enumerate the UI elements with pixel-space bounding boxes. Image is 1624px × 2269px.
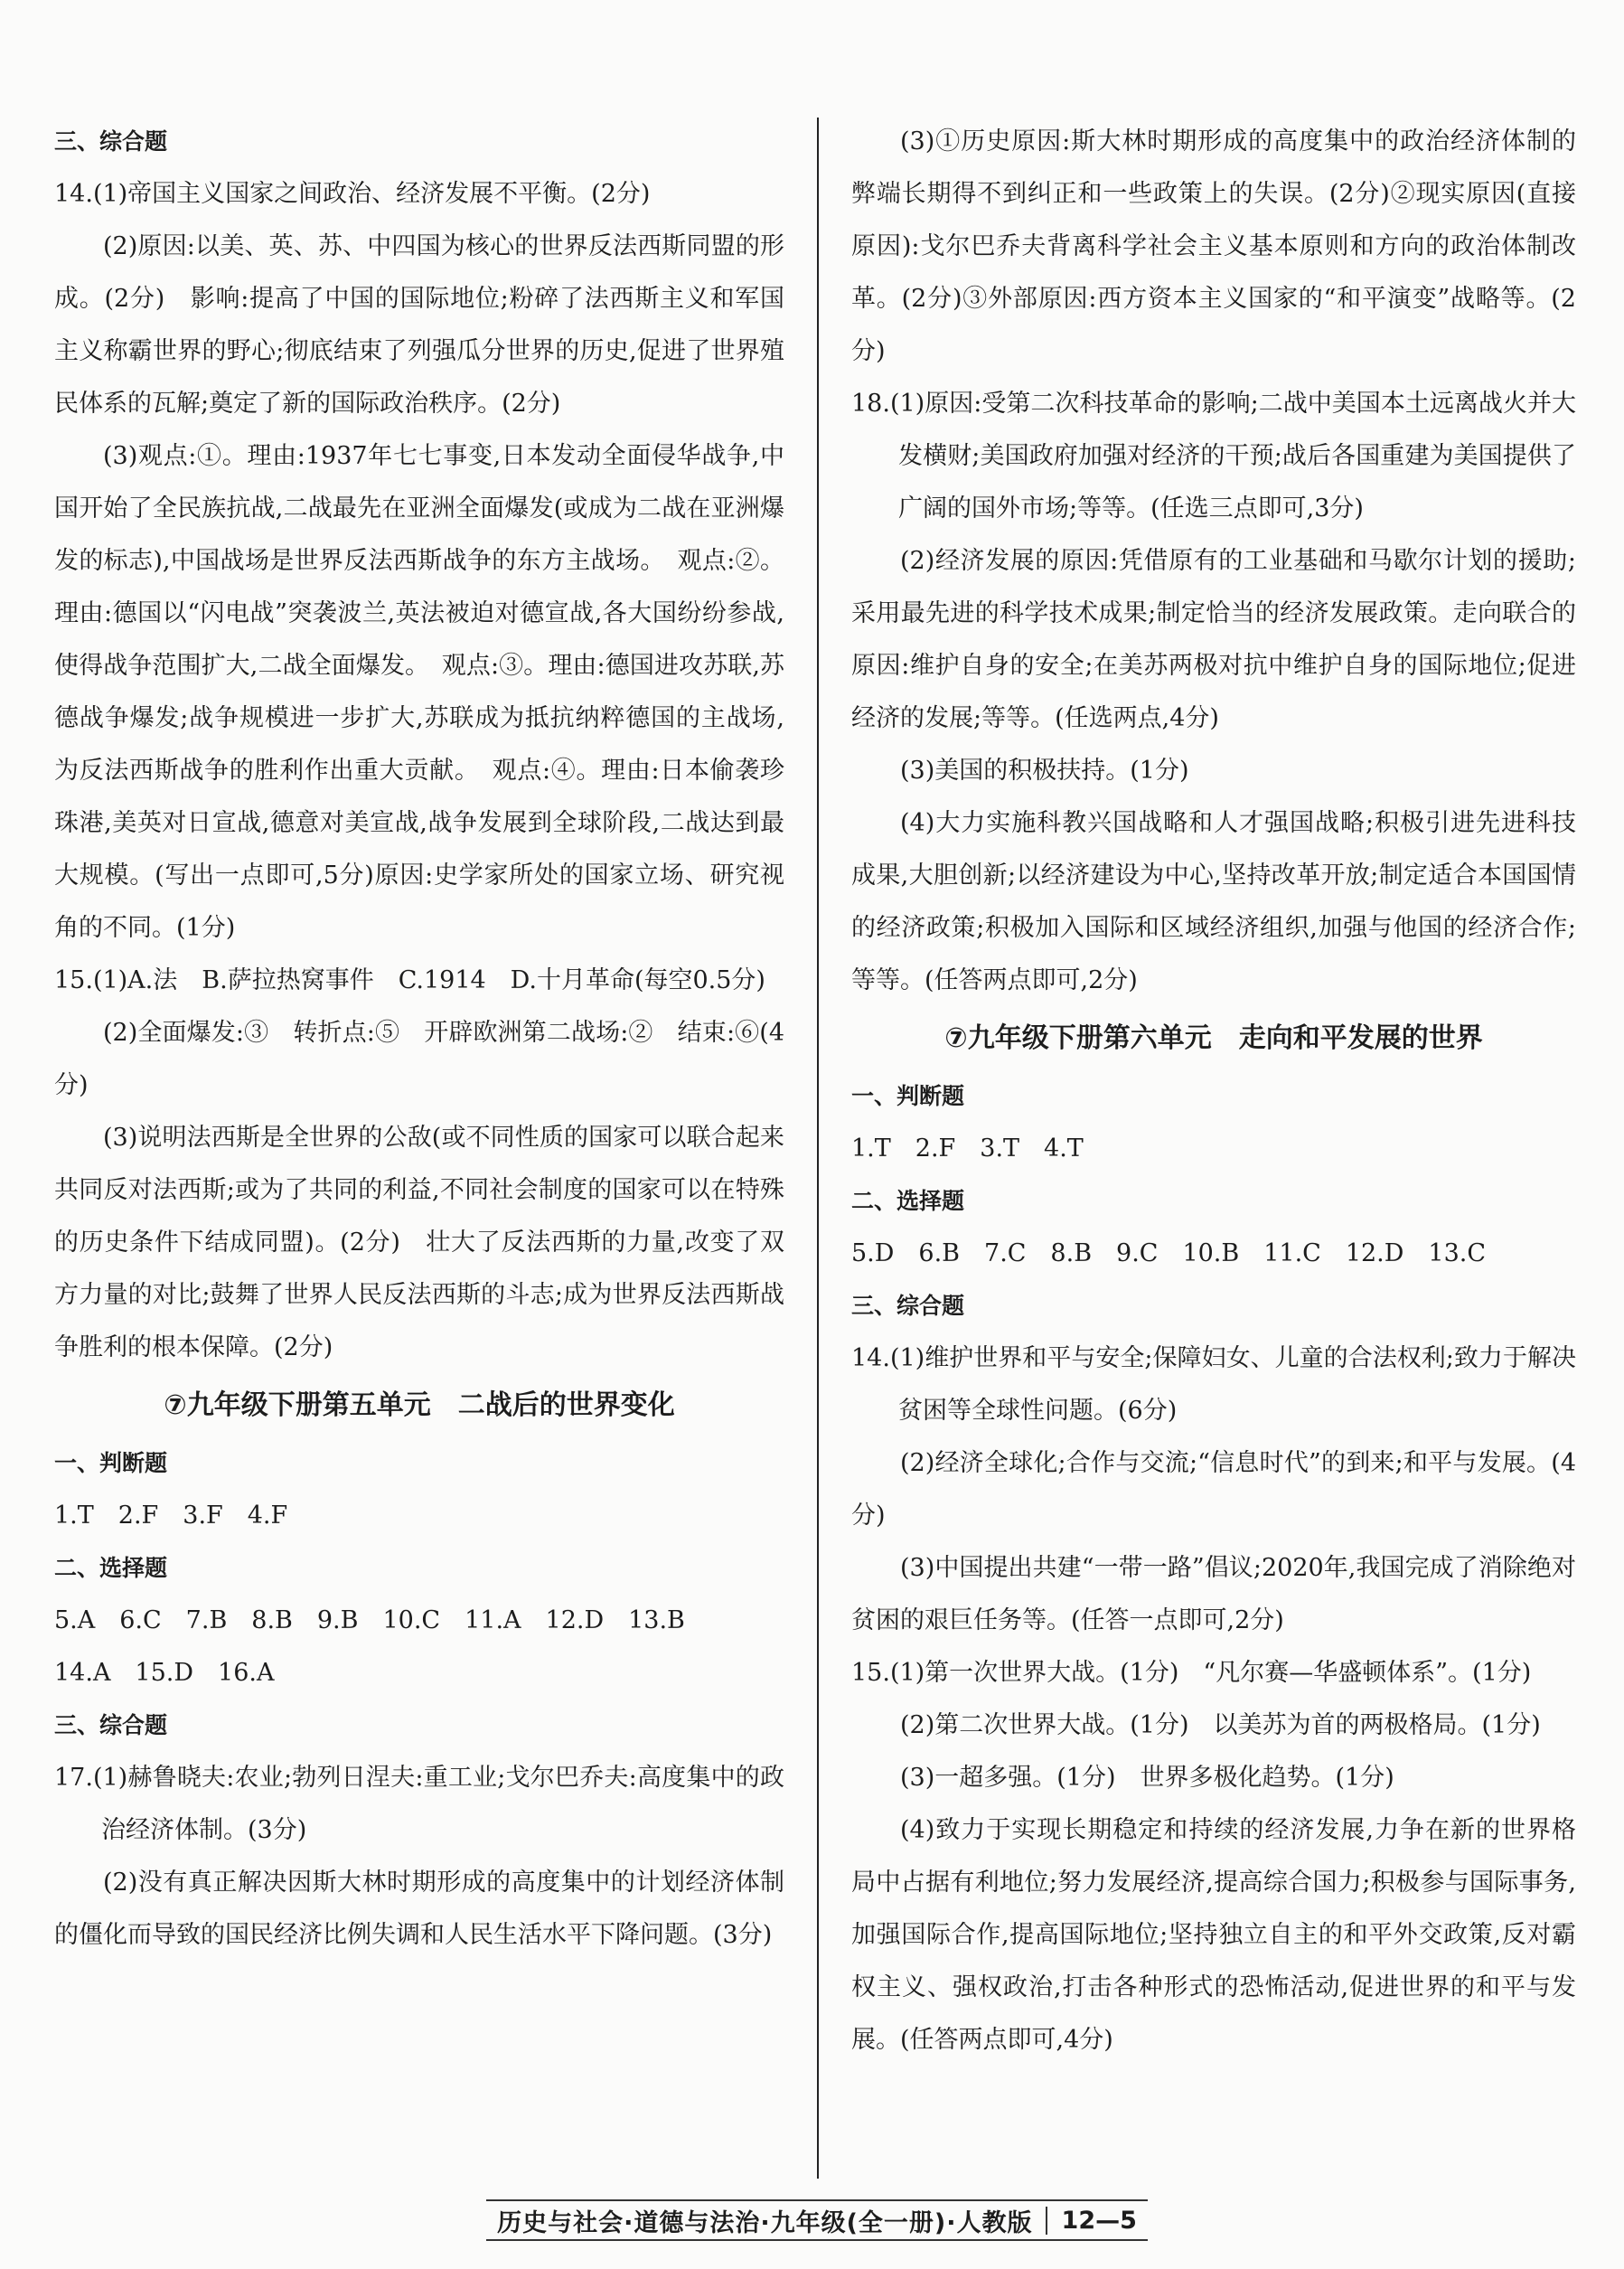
page-number: 12—5 <box>1046 2207 1137 2235</box>
answer-paragraph: (2)没有真正解决因斯大林时期形成的高度集中的计划经济体制的僵化而导致的国民经济比例失调和人民生活水平下降问题。(3分) <box>54 1869 784 1949</box>
footer-title: 历史与社会·道德与法治·九年级(全一册)·人教版 <box>497 2208 1033 2237</box>
answer-paragraph: (2)经济全球化;合作与交流;“信息时代”的到来;和平与发展。(4分) <box>851 1449 1576 1530</box>
unit-title: ⑦九年级下册第五单元 二战后的世界变化 <box>164 1389 675 1421</box>
section-heading: 三、综合题 <box>851 1293 965 1319</box>
answer-paragraph: (2)原因:以美、英、苏、中四国为核心的世界反法西斯同盟的形成。(2分) 影响:提高了中国的国际地位;粉碎了法西斯主义和军国主义称霸世界的野心;彻底结束了列强瓜分世界的历史,促进了世界殖民体系的瓦解;奠定了新的国际政治秩序。(2分) <box>54 232 784 418</box>
answer-list: 5.A 6.C 7.B 8.B 9.B 10.C 11.A 12.D 13.B <box>54 1606 685 1634</box>
answer-list: 1.T 2.F 3.F 4.F <box>54 1502 288 1530</box>
section-heading: 三、综合题 <box>54 128 168 155</box>
section-heading: 三、综合题 <box>54 1712 168 1738</box>
question-item: 18.(1)原因:受第二次科技革命的影响;二战中美国本土远离战火并大发横财;美国政府加强对经济的干预;战后各国重建为美国提供了广阔的国外市场;等等。(任选三点即可,3分) <box>851 390 1576 523</box>
question-item: 15.(1)A.法 B.萨拉热窝事件 C.1914 D.十月革命(每空0.5分) <box>54 966 765 994</box>
answer-paragraph: (4)大力实施科教兴国战略和人才强国战略;积极引进先进科技成果,大胆创新;以经济建设为中心,坚持改革开放;制定适合本国国情的经济政策;积极加入国际和区域经济组织,加强与他国的经济合作;等等。(任答两点即可,2分) <box>851 809 1576 994</box>
section-heading: 二、选择题 <box>54 1555 168 1581</box>
unit-title: ⑦九年级下册第六单元 走向和平发展的世界 <box>944 1022 1483 1054</box>
page-footer <box>486 2199 1148 2241</box>
answer-list: 14.A 15.D 16.A <box>54 1659 275 1687</box>
answer-paragraph: (3)美国的积极扶持。(1分) <box>900 757 1189 785</box>
answer-paragraph: (3)中国提出共建“一带一路”倡议;2020年,我国完成了消除绝对贫困的艰巨任务等。(任答一点即可,2分) <box>851 1554 1576 1634</box>
answer-paragraph: (3)观点:①。理由:1937年七七事变,日本发动全面侵华战争,中国开始了全民族抗战,二战最先在亚洲全面爆发(或成为二战在亚洲爆发的标志),中国战场是世界反法西斯战争的东方主战场。 观点:②。理由:德国以“闪电战”突袭波兰,英法被迫对德宣战,各大国纷纷参战,使得战争范围扩大,二战全面爆发。 观点:③。理由:德国进攻苏联,苏德战争爆发;战争规模进一步扩大,苏联成为抵抗纳粹德国的主战场,为反法西斯战争的胜利作出重大贡献。 观点:④。理由:日本偷袭珍珠港,美英对日宣战,德意对美宣战,战争发展到全球阶段,二战达到最大规模。(写出一点即可,5分)原因:史学家所处的国家立场、研究视角的不同。(1分) <box>54 442 784 942</box>
answer-paragraph: (4)致力于实现长期稳定和持续的经济发展,力争在新的世界格局中占据有利地位;努力发展经济,提高综合国力;积极参与国际事务,加强国际合作,提高国际地位;坚持独立自主的和平外交政策,反对霸权主义、强权政治,打击各种形式的恐怖活动,促进世界的和平与发展。(任答两点即可,4分) <box>851 1816 1576 2054</box>
section-heading: 一、判断题 <box>54 1450 168 1476</box>
left-column <box>54 116 784 1962</box>
answer-paragraph: (3)说明法西斯是全世界的公敌(或不同性质的国家可以联合起来共同反对法西斯;或为了共同的利益,不同社会制度的国家可以在特殊的历史条件下结成同盟)。(2分) 壮大了反法西斯的力量,改变了双方力量的对比;鼓舞了世界人民反法西斯的斗志;成为世界反法西斯战争胜利的根本保障。(2分) <box>54 1124 784 1361</box>
answer-paragraph: (2)经济发展的原因:凭借原有的工业基础和马歇尔计划的援助;采用最先进的科学技术成果;制定恰当的经济发展政策。走向联合的原因:维护自身的安全;在美苏两极对抗中维护自身的国际地位;促进经济的发展;等等。(任选两点,4分) <box>851 547 1576 732</box>
answer-list: 1.T 2.F 3.T 4.T <box>851 1134 1084 1163</box>
answer-paragraph: (3)一超多强。(1分) 世界多极化趋势。(1分) <box>900 1764 1394 1792</box>
answer-list: 5.D 6.B 7.C 8.B 9.C 10.B 11.C 12.D 13.C <box>851 1239 1487 1267</box>
question-item: 14.(1)维护世界和平与安全;保障妇女、儿童的合法权利;致力于解决贫困等全球性问题。(6分) <box>851 1344 1576 1425</box>
question-item: 15.(1)第一次世界大战。(1分) “凡尔赛—华盛顿体系”。(1分) <box>851 1659 1532 1687</box>
section-heading: 一、判断题 <box>851 1083 965 1109</box>
question-item: 14.(1)帝国主义国家之间政治、经济发展不平衡。(2分) <box>54 180 651 208</box>
answer-paragraph: (3)①历史原因:斯大林时期形成的高度集中的政治经济体制的弊端长期得不到纠正和一些政策上的失误。(2分)②现实原因(直接原因):戈尔巴乔夫背离科学社会主义基本原则和方向的政治体制改革。(2分)③外部原因:西方资本主义国家的“和平演变”战略等。(2分) <box>851 127 1576 365</box>
question-item: 17.(1)赫鲁晓夫:农业;勃列日涅夫:重工业;戈尔巴乔夫:高度集中的政治经济体制。(3分) <box>54 1764 784 1844</box>
column-divider <box>817 118 819 2179</box>
right-column <box>851 116 1576 2067</box>
answer-paragraph: (2)全面爆发:③ 转折点:⑤ 开辟欧洲第二战场:② 结束:⑥(4分) <box>54 1019 784 1099</box>
answer-paragraph: (2)第二次世界大战。(1分) 以美苏为首的两极格局。(1分) <box>900 1711 1541 1739</box>
section-heading: 二、选择题 <box>851 1188 965 1214</box>
